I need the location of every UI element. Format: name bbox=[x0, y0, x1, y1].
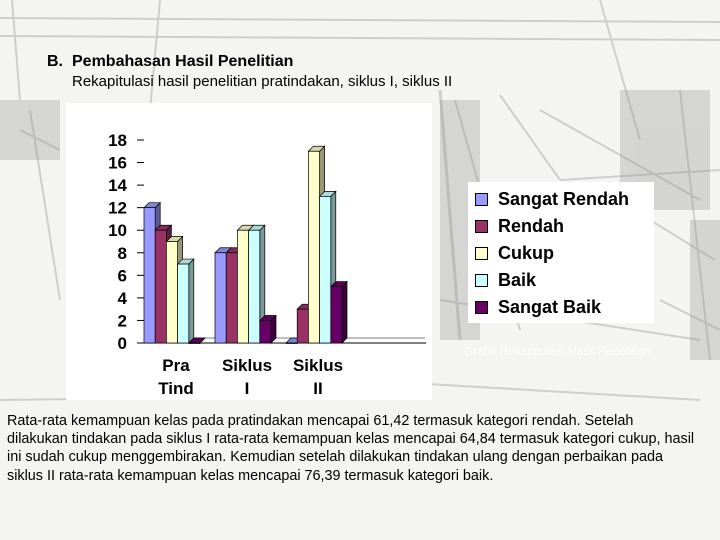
legend-swatch bbox=[475, 274, 488, 287]
y-tick-label: 2 bbox=[117, 311, 127, 331]
y-tick-label: 6 bbox=[117, 266, 127, 286]
chart-caption: Grafik Rekapitulasi Hasil Penelitian bbox=[464, 344, 651, 358]
legend-label: Sangat Rendah bbox=[498, 188, 630, 209]
y-tick-label: 16 bbox=[108, 153, 127, 173]
bar bbox=[155, 230, 166, 343]
legend-item bbox=[475, 242, 554, 264]
legend-swatch bbox=[475, 220, 488, 233]
legend-label: Sangat Baik bbox=[498, 296, 602, 317]
y-tick-label: 14 bbox=[108, 176, 127, 196]
x-tick-label: Siklus bbox=[221, 356, 273, 375]
x-tick-label: Siklus bbox=[292, 356, 344, 375]
legend-swatch bbox=[475, 247, 488, 260]
chart-legend bbox=[468, 182, 654, 323]
x-tick-label: Tind bbox=[158, 379, 194, 398]
legend-item bbox=[475, 296, 601, 318]
body-paragraph: Rata-rata kemampuan kelas pada pratindakan mencapai 61,42 termasuk kategori rendah. Setelah dilakukan tindakan pada siklus I rata-rata kemampuan kelas mencapai 64,84 termasuk kategori cukup, hasil ini sudah cukup menggembirakan. Kemudian setelah dilakukan tindakan ulang dengan perbaikan pada siklus II rata-rata kemampuan kelas mencapai 76,39 termasuk kategori baik. bbox=[7, 413, 695, 484]
bar-chart bbox=[66, 103, 432, 400]
bar bbox=[215, 253, 226, 343]
y-tick-label: 18 bbox=[108, 131, 127, 150]
legend-swatch bbox=[475, 301, 488, 314]
bar bbox=[237, 230, 248, 343]
legend-label: Cukup bbox=[498, 242, 554, 263]
legend-item bbox=[475, 215, 564, 237]
section-number: B. bbox=[47, 53, 63, 70]
bar-side bbox=[189, 259, 194, 343]
bar bbox=[331, 287, 342, 343]
bar bbox=[308, 151, 319, 343]
legend-item bbox=[475, 188, 629, 210]
bar bbox=[144, 208, 155, 343]
bar bbox=[166, 242, 177, 344]
y-tick-label: 12 bbox=[108, 198, 127, 218]
legend-label: Baik bbox=[498, 269, 537, 290]
bar bbox=[286, 343, 297, 344]
y-tick-label: 8 bbox=[117, 243, 127, 263]
section-subtitle: Rekapitulasi hasil penelitian pratindakan, siklus I, siklus II bbox=[72, 73, 453, 90]
bar-side bbox=[342, 282, 347, 343]
x-tick-label: II bbox=[313, 379, 323, 398]
bar bbox=[189, 343, 200, 344]
bar bbox=[260, 320, 271, 343]
y-tick-label: 4 bbox=[117, 288, 127, 308]
legend-item bbox=[475, 269, 536, 291]
chart-area bbox=[66, 103, 432, 400]
legend-label: Rendah bbox=[498, 215, 565, 236]
legend-swatch bbox=[475, 193, 488, 206]
y-tick-label: 0 bbox=[117, 334, 127, 353]
y-tick-label: 10 bbox=[108, 221, 127, 241]
section-title: Pembahasan Hasil Penelitian bbox=[72, 53, 294, 70]
bar bbox=[320, 196, 331, 343]
bar bbox=[178, 264, 189, 343]
section-heading bbox=[47, 53, 293, 71]
bar bbox=[297, 309, 308, 343]
bar bbox=[226, 253, 237, 343]
x-tick-label: Pra bbox=[162, 356, 190, 375]
x-tick-label: I bbox=[244, 379, 250, 398]
bar bbox=[249, 230, 260, 343]
